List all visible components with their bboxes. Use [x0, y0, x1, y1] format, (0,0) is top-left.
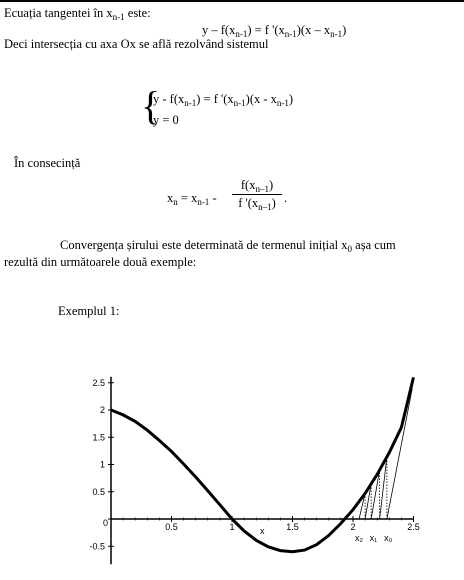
newton-tangents	[359, 388, 412, 519]
y-tick-label: 2	[99, 405, 105, 415]
tangent-line	[387, 388, 412, 519]
x-tick-label: 1.5	[286, 522, 299, 532]
root-label: x₂	[355, 533, 364, 543]
y-tick-label: 1.5	[92, 432, 105, 443]
x-tick-label: 0.5	[165, 522, 178, 532]
equation-newton-lhs: $x_n = x_{n-1}$ -	[167, 191, 217, 207]
y-tick-label: 0.5	[92, 486, 105, 497]
paragraph-consequence: În consecință	[14, 156, 81, 170]
root-label: x₁	[369, 533, 378, 543]
x-axis-label: x	[260, 526, 265, 536]
paragraph-examples: rezultă din următoarele două exemple:	[4, 255, 197, 269]
system-brace: {	[141, 83, 161, 128]
x-tick-label: 2.5	[407, 522, 420, 532]
system-line-1: $y - f(x_{n-1}) = f$ '$(x_{n-1})(x - x_{n-1})$	[153, 92, 294, 108]
paragraph-tangent-eq: Ecuația tangentei în $x_{n-1}$ este:	[4, 6, 151, 22]
x-tick-label: 2	[350, 522, 356, 532]
equation-end-dot: .	[284, 191, 288, 205]
paragraph-convergence: Convergența șirului este determinată de termenul inițial $x_0$ așa cum	[60, 238, 396, 254]
plot-labels	[355, 533, 393, 543]
y-tick-label: 2.5	[92, 377, 105, 388]
paragraph-intersection: Deci intersecția cu axa Ox se află rezolvând sistemul	[4, 37, 269, 51]
plot-ticks	[89, 378, 419, 552]
origin-label: 0	[102, 518, 108, 528]
example-heading: Exemplul 1:	[58, 304, 120, 318]
equation-tangent: $y - f(x_{n-1}) = f$ '$(x_{n-1})(x - x_{n-1})$	[202, 23, 347, 39]
root-label: x₀	[384, 533, 393, 543]
fraction-numerator: $f(x_{n-1})$	[240, 178, 274, 194]
fraction-denominator: f '$(x_{n-1})$	[238, 196, 276, 212]
y-tick-label: 1	[99, 459, 105, 470]
plot-axes	[111, 377, 414, 565]
y-tick-label: -0.5	[89, 541, 105, 552]
system-line-2: y = 0	[153, 113, 179, 127]
x-tick-label: 1	[229, 522, 235, 532]
